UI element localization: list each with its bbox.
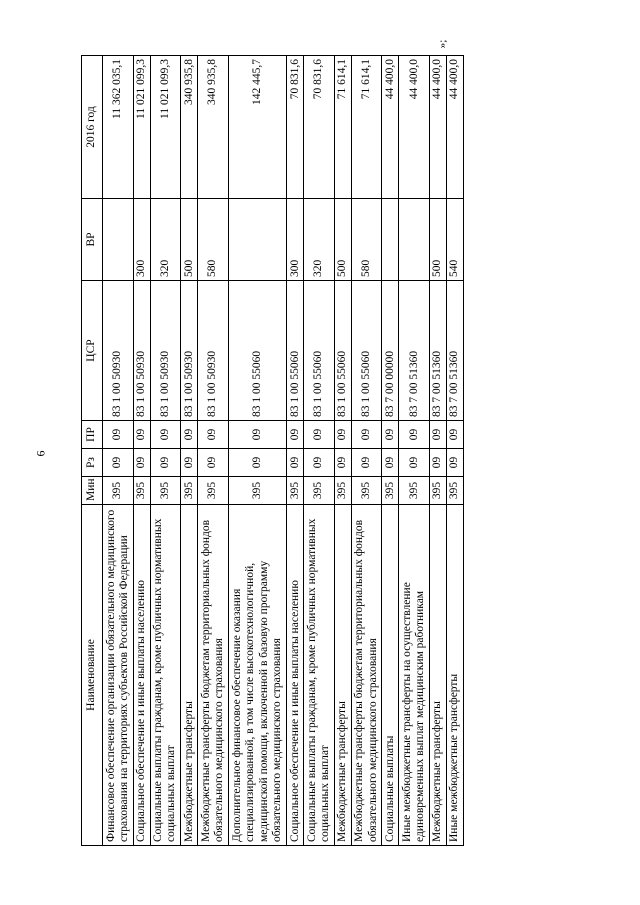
header-year: 2016 год — [82, 56, 103, 199]
cell-vr: 580 — [198, 199, 229, 281]
cell-rz: 09 — [382, 449, 399, 477]
cell-min: 395 — [103, 477, 134, 505]
header-name: Наименование — [82, 505, 103, 846]
cell-rz: 09 — [287, 449, 304, 477]
cell-vr — [382, 199, 399, 281]
cell-year: 70 831,6 — [304, 56, 335, 199]
cell-csr: 83 1 00 55060 — [228, 281, 286, 421]
closing-quote-mark: »; — [436, 39, 449, 49]
cell-pr: 09 — [430, 421, 447, 449]
cell-rz: 09 — [181, 449, 198, 477]
cell-name: Межбюджетные трансферты — [181, 505, 198, 846]
cell-year: 70 831,6 — [287, 56, 304, 199]
cell-name: Межбюджетные трансферты — [430, 505, 447, 846]
cell-year: 11 021 099,3 — [133, 56, 150, 199]
header-csr: ЦСР — [82, 281, 103, 421]
cell-min: 395 — [446, 477, 463, 505]
cell-name: Межбюджетные трансферты бюджетам территориальных фондов обязательного медицинского страхования — [198, 505, 229, 846]
budget-table-container — [81, 56, 464, 846]
cell-csr: 83 1 00 50930 — [103, 281, 134, 421]
cell-rz: 09 — [430, 449, 447, 477]
cell-rz: 09 — [228, 449, 286, 477]
cell-csr: 83 1 00 50930 — [133, 281, 150, 421]
cell-min: 395 — [181, 477, 198, 505]
table-row — [382, 56, 399, 846]
cell-vr: 300 — [133, 199, 150, 281]
cell-csr: 83 7 00 00000 — [382, 281, 399, 421]
cell-rz: 09 — [150, 449, 181, 477]
cell-pr: 09 — [181, 421, 198, 449]
cell-year: 44 400,0 — [446, 56, 463, 199]
cell-min: 395 — [228, 477, 286, 505]
cell-name: Социальные выплаты гражданам, кроме публичных нормативных социальных выплат — [150, 505, 181, 846]
table-row — [304, 56, 335, 846]
table-row — [430, 56, 447, 846]
cell-min: 395 — [382, 477, 399, 505]
cell-vr: 320 — [150, 199, 181, 281]
cell-vr: 580 — [351, 199, 382, 281]
cell-min: 395 — [133, 477, 150, 505]
header-vr: ВР — [82, 199, 103, 281]
table-row — [351, 56, 382, 846]
cell-pr: 09 — [446, 421, 463, 449]
table-row — [133, 56, 150, 846]
cell-min: 395 — [287, 477, 304, 505]
cell-vr — [103, 199, 134, 281]
cell-min: 395 — [304, 477, 335, 505]
cell-pr: 09 — [103, 421, 134, 449]
cell-min: 395 — [430, 477, 447, 505]
cell-year: 340 935,8 — [181, 56, 198, 199]
cell-name: Иные межбюджетные трансферты — [446, 505, 463, 846]
cell-year: 142 445,7 — [228, 56, 286, 199]
cell-year: 44 400,0 — [382, 56, 399, 199]
cell-year: 44 400,0 — [430, 56, 447, 199]
cell-name: Дополнительное финансовое обеспечение оказания специализированной, в том числе высокотехнологичной, медицинской помощи, включенной в базовую программу обязательного медицинского страхования — [228, 505, 286, 846]
cell-csr: 83 7 00 51360 — [430, 281, 447, 421]
table-row — [198, 56, 229, 846]
cell-csr: 83 1 00 50930 — [181, 281, 198, 421]
table-row — [228, 56, 286, 846]
cell-min: 395 — [198, 477, 229, 505]
cell-pr: 09 — [334, 421, 351, 449]
cell-name: Финансовое обеспечение организации обязательного медицинского страхования на территориях субъектов Российской Федерации — [103, 505, 134, 846]
cell-vr — [399, 199, 430, 281]
table-header-row — [82, 56, 103, 846]
cell-year: 71 614,1 — [334, 56, 351, 199]
cell-csr: 83 7 00 51360 — [399, 281, 430, 421]
table-row — [446, 56, 463, 846]
cell-vr — [228, 199, 286, 281]
cell-year: 44 400,0 — [399, 56, 430, 199]
cell-year: 71 614,1 — [351, 56, 382, 199]
header-min: Мин — [82, 477, 103, 505]
cell-pr: 09 — [133, 421, 150, 449]
cell-year: 340 935,8 — [198, 56, 229, 199]
cell-name: Социальные выплаты гражданам, кроме публичных нормативных социальных выплат — [304, 505, 335, 846]
cell-csr: 83 1 00 55060 — [287, 281, 304, 421]
cell-csr: 83 1 00 55060 — [351, 281, 382, 421]
cell-pr: 09 — [228, 421, 286, 449]
cell-rz: 09 — [198, 449, 229, 477]
cell-name: Иные межбюджетные трансферты на осуществление единовременных выплат медицинским работникам — [399, 505, 430, 846]
cell-min: 395 — [399, 477, 430, 505]
cell-name: Межбюджетные трансферты — [334, 505, 351, 846]
cell-name: Социальное обеспечение и иные выплаты населению — [133, 505, 150, 846]
cell-year: 11 021 099,3 — [150, 56, 181, 199]
cell-vr: 300 — [287, 199, 304, 281]
header-pr: ПР — [82, 421, 103, 449]
cell-vr: 500 — [334, 199, 351, 281]
cell-csr: 83 1 00 55060 — [334, 281, 351, 421]
table-body — [103, 56, 464, 846]
table-row — [181, 56, 198, 846]
cell-name: Социальное обеспечение и иные выплаты населению — [287, 505, 304, 846]
cell-rz: 09 — [399, 449, 430, 477]
cell-name: Межбюджетные трансферты бюджетам территориальных фондов обязательного медицинского страхования — [351, 505, 382, 846]
cell-pr: 09 — [198, 421, 229, 449]
table-row — [287, 56, 304, 846]
budget-table — [81, 55, 464, 846]
cell-csr: 83 7 00 51360 — [446, 281, 463, 421]
cell-min: 395 — [150, 477, 181, 505]
table-row — [150, 56, 181, 846]
cell-rz: 09 — [334, 449, 351, 477]
cell-csr: 83 1 00 50930 — [198, 281, 229, 421]
cell-name: Социальные выплаты — [382, 505, 399, 846]
cell-pr: 09 — [399, 421, 430, 449]
cell-pr: 09 — [150, 421, 181, 449]
cell-vr: 500 — [181, 199, 198, 281]
cell-rz: 09 — [304, 449, 335, 477]
cell-csr: 83 1 00 55060 — [304, 281, 335, 421]
cell-rz: 09 — [133, 449, 150, 477]
cell-pr: 09 — [351, 421, 382, 449]
table-row — [334, 56, 351, 846]
cell-vr: 320 — [304, 199, 335, 281]
table-row — [399, 56, 430, 846]
cell-pr: 09 — [287, 421, 304, 449]
cell-vr: 500 — [430, 199, 447, 281]
page-number: 6 — [33, 450, 48, 457]
cell-year: 11 362 035,1 — [103, 56, 134, 199]
header-rz: Рз — [82, 449, 103, 477]
cell-pr: 09 — [382, 421, 399, 449]
cell-min: 395 — [334, 477, 351, 505]
cell-vr: 540 — [446, 199, 463, 281]
cell-csr: 83 1 00 50930 — [150, 281, 181, 421]
cell-pr: 09 — [304, 421, 335, 449]
cell-rz: 09 — [351, 449, 382, 477]
cell-min: 395 — [351, 477, 382, 505]
cell-rz: 09 — [446, 449, 463, 477]
table-row — [103, 56, 134, 846]
cell-rz: 09 — [103, 449, 134, 477]
